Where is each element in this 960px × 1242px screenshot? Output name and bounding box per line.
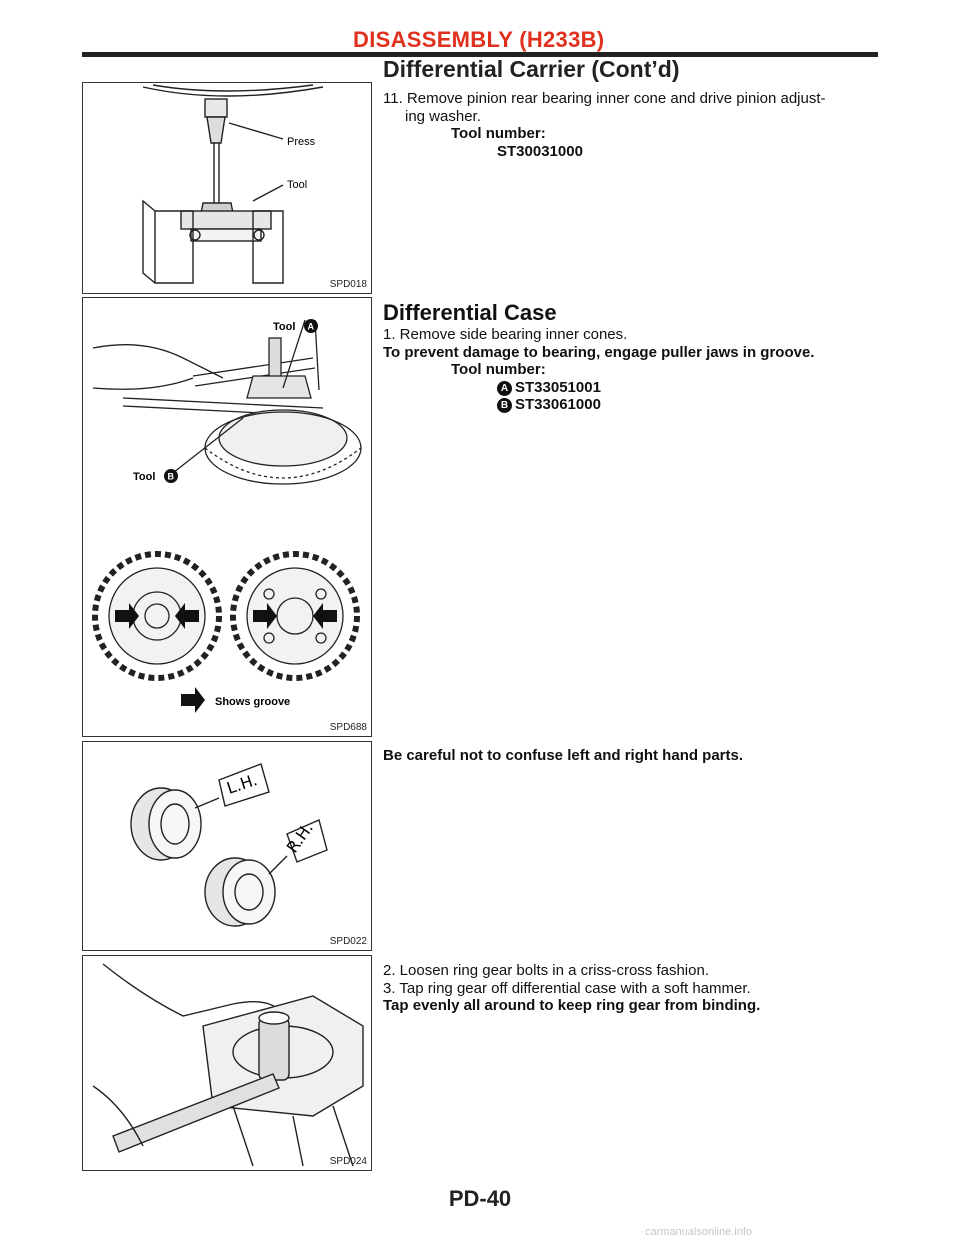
tool-number-value: ST30031000 bbox=[497, 142, 583, 160]
steps-2-3-block bbox=[383, 962, 883, 1015]
tool-b-row bbox=[383, 396, 883, 414]
caution-puller: To prevent damage to bearing, engage puller jaws in groove. bbox=[383, 343, 815, 361]
label-b-symbol: B bbox=[167, 471, 174, 482]
page-subtitle: Differential Carrier (Cont’d) bbox=[383, 56, 680, 82]
figure-spd024 bbox=[82, 955, 372, 1171]
hammer-illustration bbox=[83, 956, 372, 1171]
figure-code: SPD024 bbox=[329, 1156, 367, 1167]
tool-b-symbol: B bbox=[497, 398, 512, 413]
tool-a-number: ST33051001 bbox=[515, 378, 601, 396]
caution-tap: Tap evenly all around to keep ring gear from binding. bbox=[383, 997, 761, 1014]
figure-spd018 bbox=[82, 82, 372, 294]
page-number: PD-40 bbox=[448, 1186, 512, 1211]
tool-number-label: Tool number: bbox=[451, 125, 546, 142]
figure-code: SPD688 bbox=[329, 722, 367, 733]
label-tool: Tool bbox=[287, 179, 308, 191]
caution-left-right: Be careful not to confuse left and right hand parts. bbox=[383, 747, 744, 764]
step-1: 1. Remove side bearing inner cones. bbox=[383, 326, 628, 343]
differential-case-block bbox=[383, 300, 883, 414]
label-tool-b: Tool bbox=[133, 471, 156, 483]
press-illustration bbox=[83, 83, 372, 294]
label-press: Press bbox=[287, 136, 316, 148]
tool-a-row bbox=[383, 379, 883, 397]
figure-code: SPD018 bbox=[329, 279, 367, 290]
step-11-line2: ing washer. bbox=[405, 107, 481, 125]
tool-b-number: ST33061000 bbox=[515, 396, 601, 413]
step-11-line1: 11. Remove pinion rear bearing inner cone and drive pinion adjust- bbox=[383, 90, 826, 107]
section-heading: Differential Case bbox=[383, 300, 557, 325]
watermark: carmanualsonline.info bbox=[645, 1226, 753, 1238]
label-rh: R.H. bbox=[282, 818, 317, 857]
figure-code: SPD022 bbox=[329, 936, 367, 947]
figure-spd022 bbox=[82, 741, 372, 951]
tool-number-label: Tool number: bbox=[451, 361, 546, 378]
step-2: 2. Loosen ring gear bolts in a criss-cross fashion. bbox=[383, 962, 709, 979]
label-tool-a: Tool bbox=[273, 321, 296, 333]
step-11-block bbox=[383, 90, 883, 160]
figure-spd688 bbox=[82, 297, 372, 737]
label-shows-groove: Shows groove bbox=[215, 696, 291, 708]
section-title: DISASSEMBLY (H233B) bbox=[353, 27, 605, 52]
puller-illustration bbox=[83, 298, 372, 737]
label-lh: L.H. bbox=[224, 770, 260, 798]
label-a-symbol: A bbox=[307, 321, 314, 332]
bearings-illustration bbox=[83, 742, 372, 951]
step-3: 3. Tap ring gear off differential case with a soft hammer. bbox=[383, 979, 751, 997]
tool-a-symbol: A bbox=[497, 381, 512, 396]
